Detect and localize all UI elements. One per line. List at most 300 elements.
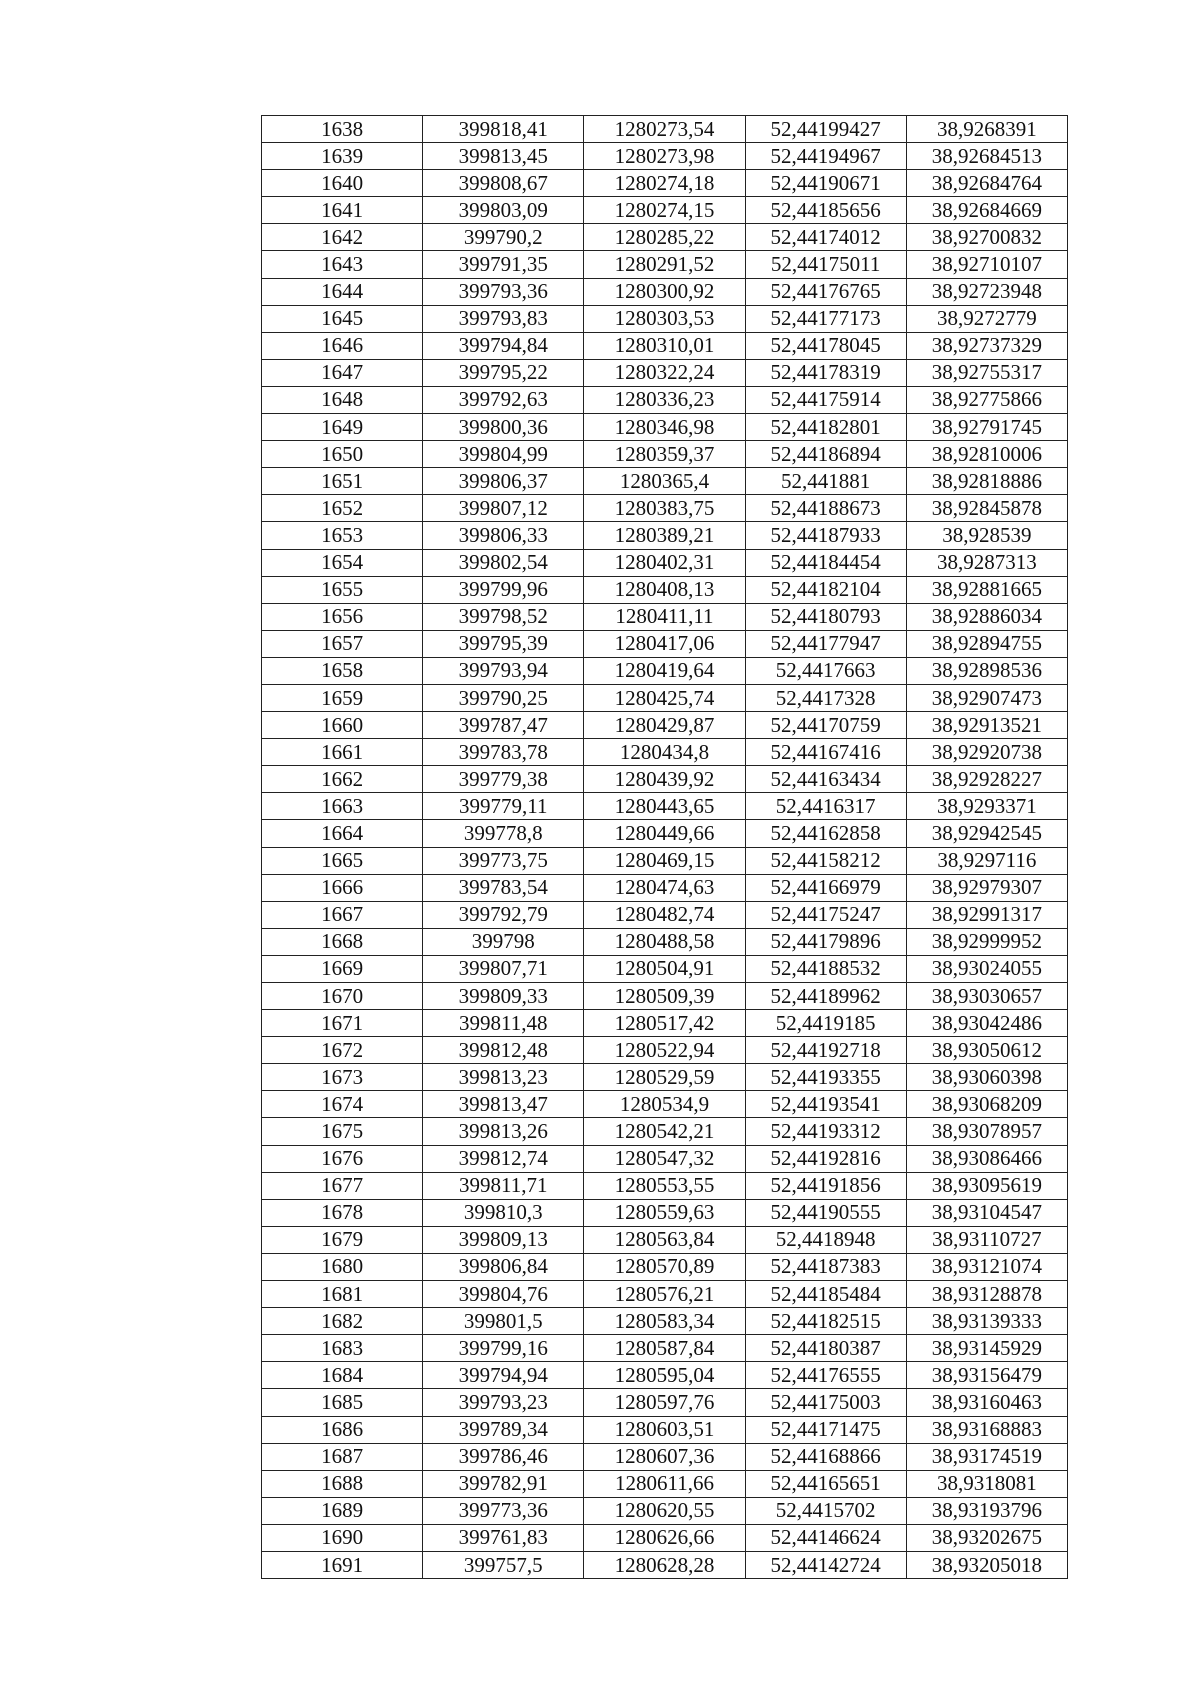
x-coordinate-cell: 399783,54: [423, 874, 584, 901]
latitude-cell: 52,44177173: [745, 305, 906, 332]
table-row: [262, 1253, 1068, 1280]
longitude-cell: 38,93110727: [906, 1226, 1067, 1253]
point-number-cell: 1638: [262, 116, 423, 143]
y-coordinate-cell: 1280509,39: [584, 983, 745, 1010]
table-row: [262, 983, 1068, 1010]
point-number-cell: 1654: [262, 549, 423, 576]
point-number-cell: 1639: [262, 143, 423, 170]
longitude-cell: 38,93202675: [906, 1524, 1067, 1551]
latitude-cell: 52,44193312: [745, 1118, 906, 1145]
longitude-cell: 38,93205018: [906, 1551, 1067, 1578]
y-coordinate-cell: 1280402,31: [584, 549, 745, 576]
table-row: [262, 928, 1068, 955]
point-number-cell: 1673: [262, 1064, 423, 1091]
point-number-cell: 1648: [262, 386, 423, 413]
table-row: [262, 1497, 1068, 1524]
x-coordinate-cell: 399779,38: [423, 766, 584, 793]
y-coordinate-cell: 1280274,18: [584, 170, 745, 197]
x-coordinate-cell: 399794,84: [423, 332, 584, 359]
longitude-cell: 38,92684513: [906, 143, 1067, 170]
latitude-cell: 52,44187933: [745, 522, 906, 549]
x-coordinate-cell: 399761,83: [423, 1524, 584, 1551]
y-coordinate-cell: 1280576,21: [584, 1281, 745, 1308]
y-coordinate-cell: 1280563,84: [584, 1226, 745, 1253]
point-number-cell: 1644: [262, 278, 423, 305]
longitude-cell: 38,93104547: [906, 1199, 1067, 1226]
table-row: [262, 847, 1068, 874]
latitude-cell: 52,44162858: [745, 820, 906, 847]
latitude-cell: 52,4417328: [745, 684, 906, 711]
latitude-cell: 52,44188673: [745, 495, 906, 522]
latitude-cell: 52,44175011: [745, 251, 906, 278]
x-coordinate-cell: 399799,16: [423, 1335, 584, 1362]
latitude-cell: 52,44186894: [745, 441, 906, 468]
table-row: [262, 522, 1068, 549]
point-number-cell: 1641: [262, 197, 423, 224]
table-row: [262, 1551, 1068, 1578]
y-coordinate-cell: 1280322,24: [584, 359, 745, 386]
point-number-cell: 1664: [262, 820, 423, 847]
y-coordinate-cell: 1280517,42: [584, 1010, 745, 1037]
y-coordinate-cell: 1280336,23: [584, 386, 745, 413]
latitude-cell: 52,44191856: [745, 1172, 906, 1199]
latitude-cell: 52,44199427: [745, 116, 906, 143]
point-number-cell: 1680: [262, 1253, 423, 1280]
table-row: [262, 224, 1068, 251]
table-row: [262, 1416, 1068, 1443]
longitude-cell: 38,92818886: [906, 468, 1067, 495]
latitude-cell: 52,4415702: [745, 1497, 906, 1524]
longitude-cell: 38,93086466: [906, 1145, 1067, 1172]
table-row: [262, 1010, 1068, 1037]
longitude-cell: 38,92845878: [906, 495, 1067, 522]
x-coordinate-cell: 399813,26: [423, 1118, 584, 1145]
longitude-cell: 38,92999952: [906, 928, 1067, 955]
y-coordinate-cell: 1280603,51: [584, 1416, 745, 1443]
longitude-cell: 38,9318081: [906, 1470, 1067, 1497]
longitude-cell: 38,93050612: [906, 1037, 1067, 1064]
point-number-cell: 1646: [262, 332, 423, 359]
longitude-cell: 38,92979307: [906, 874, 1067, 901]
table-row: [262, 251, 1068, 278]
point-number-cell: 1681: [262, 1281, 423, 1308]
point-number-cell: 1683: [262, 1335, 423, 1362]
latitude-cell: 52,44171475: [745, 1416, 906, 1443]
table-row: [262, 549, 1068, 576]
x-coordinate-cell: 399809,33: [423, 983, 584, 1010]
y-coordinate-cell: 1280547,32: [584, 1145, 745, 1172]
longitude-cell: 38,92810006: [906, 441, 1067, 468]
x-coordinate-cell: 399813,45: [423, 143, 584, 170]
point-number-cell: 1656: [262, 603, 423, 630]
y-coordinate-cell: 1280595,04: [584, 1362, 745, 1389]
y-coordinate-cell: 1280522,94: [584, 1037, 745, 1064]
y-coordinate-cell: 1280300,92: [584, 278, 745, 305]
x-coordinate-cell: 399793,36: [423, 278, 584, 305]
y-coordinate-cell: 1280303,53: [584, 305, 745, 332]
y-coordinate-cell: 1280553,55: [584, 1172, 745, 1199]
longitude-cell: 38,92737329: [906, 332, 1067, 359]
longitude-cell: 38,93168883: [906, 1416, 1067, 1443]
point-number-cell: 1672: [262, 1037, 423, 1064]
table-row: [262, 197, 1068, 224]
x-coordinate-cell: 399795,22: [423, 359, 584, 386]
point-number-cell: 1651: [262, 468, 423, 495]
latitude-cell: 52,44190555: [745, 1199, 906, 1226]
latitude-cell: 52,44182801: [745, 414, 906, 441]
x-coordinate-cell: 399799,96: [423, 576, 584, 603]
x-coordinate-cell: 399757,5: [423, 1551, 584, 1578]
latitude-cell: 52,44175003: [745, 1389, 906, 1416]
y-coordinate-cell: 1280383,75: [584, 495, 745, 522]
longitude-cell: 38,92723948: [906, 278, 1067, 305]
x-coordinate-cell: 399793,23: [423, 1389, 584, 1416]
y-coordinate-cell: 1280611,66: [584, 1470, 745, 1497]
point-number-cell: 1671: [262, 1010, 423, 1037]
x-coordinate-cell: 399792,63: [423, 386, 584, 413]
table-row: [262, 1226, 1068, 1253]
table-row: [262, 1172, 1068, 1199]
table-row: [262, 1064, 1068, 1091]
longitude-cell: 38,92898536: [906, 657, 1067, 684]
table-row: [262, 739, 1068, 766]
x-coordinate-cell: 399790,25: [423, 684, 584, 711]
table-row: [262, 278, 1068, 305]
y-coordinate-cell: 1280504,91: [584, 955, 745, 982]
point-number-cell: 1685: [262, 1389, 423, 1416]
point-number-cell: 1647: [262, 359, 423, 386]
y-coordinate-cell: 1280408,13: [584, 576, 745, 603]
x-coordinate-cell: 399809,13: [423, 1226, 584, 1253]
y-coordinate-cell: 1280570,89: [584, 1253, 745, 1280]
longitude-cell: 38,9293371: [906, 793, 1067, 820]
longitude-cell: 38,93068209: [906, 1091, 1067, 1118]
longitude-cell: 38,92710107: [906, 251, 1067, 278]
latitude-cell: 52,44168866: [745, 1443, 906, 1470]
y-coordinate-cell: 1280620,55: [584, 1497, 745, 1524]
x-coordinate-cell: 399779,11: [423, 793, 584, 820]
latitude-cell: 52,44192816: [745, 1145, 906, 1172]
table-row: [262, 712, 1068, 739]
table-row: [262, 1362, 1068, 1389]
longitude-cell: 38,93160463: [906, 1389, 1067, 1416]
longitude-cell: 38,928539: [906, 522, 1067, 549]
point-number-cell: 1657: [262, 630, 423, 657]
table-row: [262, 1091, 1068, 1118]
longitude-cell: 38,92755317: [906, 359, 1067, 386]
y-coordinate-cell: 1280542,21: [584, 1118, 745, 1145]
point-number-cell: 1660: [262, 712, 423, 739]
y-coordinate-cell: 1280425,74: [584, 684, 745, 711]
table-row: [262, 1145, 1068, 1172]
x-coordinate-cell: 399786,46: [423, 1443, 584, 1470]
x-coordinate-cell: 399813,23: [423, 1064, 584, 1091]
latitude-cell: 52,44184454: [745, 549, 906, 576]
longitude-cell: 38,9272779: [906, 305, 1067, 332]
y-coordinate-cell: 1280587,84: [584, 1335, 745, 1362]
table-row: [262, 170, 1068, 197]
latitude-cell: 52,44178319: [745, 359, 906, 386]
y-coordinate-cell: 1280365,4: [584, 468, 745, 495]
y-coordinate-cell: 1280534,9: [584, 1091, 745, 1118]
table-row: [262, 1470, 1068, 1497]
latitude-cell: 52,44185484: [745, 1281, 906, 1308]
point-number-cell: 1645: [262, 305, 423, 332]
table-row: [262, 793, 1068, 820]
table-row: [262, 603, 1068, 630]
longitude-cell: 38,9268391: [906, 116, 1067, 143]
x-coordinate-cell: 399773,75: [423, 847, 584, 874]
latitude-cell: 52,44177947: [745, 630, 906, 657]
longitude-cell: 38,92775866: [906, 386, 1067, 413]
table-row: [262, 1524, 1068, 1551]
table-row: [262, 495, 1068, 522]
table-row: [262, 874, 1068, 901]
y-coordinate-cell: 1280389,21: [584, 522, 745, 549]
y-coordinate-cell: 1280583,34: [584, 1308, 745, 1335]
x-coordinate-cell: 399806,84: [423, 1253, 584, 1280]
x-coordinate-cell: 399787,47: [423, 712, 584, 739]
table-row: [262, 1308, 1068, 1335]
coordinates-table-body: [262, 116, 1068, 1579]
table-row: [262, 1389, 1068, 1416]
point-number-cell: 1684: [262, 1362, 423, 1389]
y-coordinate-cell: 1280559,63: [584, 1199, 745, 1226]
table-row: [262, 684, 1068, 711]
longitude-cell: 38,93078957: [906, 1118, 1067, 1145]
x-coordinate-cell: 399783,78: [423, 739, 584, 766]
latitude-cell: 52,44158212: [745, 847, 906, 874]
y-coordinate-cell: 1280274,15: [584, 197, 745, 224]
table-row: [262, 1281, 1068, 1308]
longitude-cell: 38,92700832: [906, 224, 1067, 251]
point-number-cell: 1679: [262, 1226, 423, 1253]
x-coordinate-cell: 399807,12: [423, 495, 584, 522]
x-coordinate-cell: 399800,36: [423, 414, 584, 441]
longitude-cell: 38,92684764: [906, 170, 1067, 197]
latitude-cell: 52,44193355: [745, 1064, 906, 1091]
table-row: [262, 955, 1068, 982]
longitude-cell: 38,9297116: [906, 847, 1067, 874]
point-number-cell: 1674: [262, 1091, 423, 1118]
y-coordinate-cell: 1280469,15: [584, 847, 745, 874]
y-coordinate-cell: 1280411,11: [584, 603, 745, 630]
y-coordinate-cell: 1280474,63: [584, 874, 745, 901]
latitude-cell: 52,44165651: [745, 1470, 906, 1497]
x-coordinate-cell: 399794,94: [423, 1362, 584, 1389]
latitude-cell: 52,44185656: [745, 197, 906, 224]
table-row: [262, 630, 1068, 657]
table-row: [262, 116, 1068, 143]
latitude-cell: 52,44146624: [745, 1524, 906, 1551]
y-coordinate-cell: 1280449,66: [584, 820, 745, 847]
y-coordinate-cell: 1280529,59: [584, 1064, 745, 1091]
x-coordinate-cell: 399812,48: [423, 1037, 584, 1064]
x-coordinate-cell: 399773,36: [423, 1497, 584, 1524]
latitude-cell: 52,4416317: [745, 793, 906, 820]
longitude-cell: 38,93024055: [906, 955, 1067, 982]
latitude-cell: 52,44194967: [745, 143, 906, 170]
latitude-cell: 52,44180793: [745, 603, 906, 630]
y-coordinate-cell: 1280607,36: [584, 1443, 745, 1470]
latitude-cell: 52,44175914: [745, 386, 906, 413]
point-number-cell: 1649: [262, 414, 423, 441]
x-coordinate-cell: 399806,37: [423, 468, 584, 495]
y-coordinate-cell: 1280597,76: [584, 1389, 745, 1416]
table-row: [262, 1443, 1068, 1470]
point-number-cell: 1682: [262, 1308, 423, 1335]
x-coordinate-cell: 399790,2: [423, 224, 584, 251]
longitude-cell: 38,9287313: [906, 549, 1067, 576]
y-coordinate-cell: 1280482,74: [584, 901, 745, 928]
longitude-cell: 38,92881665: [906, 576, 1067, 603]
x-coordinate-cell: 399798,52: [423, 603, 584, 630]
table-row: [262, 143, 1068, 170]
y-coordinate-cell: 1280434,8: [584, 739, 745, 766]
latitude-cell: 52,44182104: [745, 576, 906, 603]
point-number-cell: 1643: [262, 251, 423, 278]
table-row: [262, 901, 1068, 928]
longitude-cell: 38,93121074: [906, 1253, 1067, 1280]
longitude-cell: 38,92894755: [906, 630, 1067, 657]
x-coordinate-cell: 399811,71: [423, 1172, 584, 1199]
x-coordinate-cell: 399810,3: [423, 1199, 584, 1226]
longitude-cell: 38,93030657: [906, 983, 1067, 1010]
longitude-cell: 38,92913521: [906, 712, 1067, 739]
table-row: [262, 1037, 1068, 1064]
longitude-cell: 38,92684669: [906, 197, 1067, 224]
longitude-cell: 38,93145929: [906, 1335, 1067, 1362]
y-coordinate-cell: 1280429,87: [584, 712, 745, 739]
table-row: [262, 305, 1068, 332]
y-coordinate-cell: 1280417,06: [584, 630, 745, 657]
x-coordinate-cell: 399793,83: [423, 305, 584, 332]
point-number-cell: 1662: [262, 766, 423, 793]
table-row: [262, 1335, 1068, 1362]
longitude-cell: 38,92907473: [906, 684, 1067, 711]
point-number-cell: 1676: [262, 1145, 423, 1172]
table-row: [262, 820, 1068, 847]
latitude-cell: 52,44178045: [745, 332, 906, 359]
table-row: [262, 359, 1068, 386]
point-number-cell: 1689: [262, 1497, 423, 1524]
point-number-cell: 1650: [262, 441, 423, 468]
latitude-cell: 52,44170759: [745, 712, 906, 739]
y-coordinate-cell: 1280346,98: [584, 414, 745, 441]
longitude-cell: 38,93139333: [906, 1308, 1067, 1335]
point-number-cell: 1659: [262, 684, 423, 711]
latitude-cell: 52,4418948: [745, 1226, 906, 1253]
point-number-cell: 1687: [262, 1443, 423, 1470]
x-coordinate-cell: 399801,5: [423, 1308, 584, 1335]
latitude-cell: 52,44142724: [745, 1551, 906, 1578]
table-row: [262, 1199, 1068, 1226]
x-coordinate-cell: 399803,09: [423, 197, 584, 224]
point-number-cell: 1677: [262, 1172, 423, 1199]
table-row: [262, 657, 1068, 684]
y-coordinate-cell: 1280285,22: [584, 224, 745, 251]
point-number-cell: 1665: [262, 847, 423, 874]
table-row: [262, 332, 1068, 359]
y-coordinate-cell: 1280488,58: [584, 928, 745, 955]
point-number-cell: 1678: [262, 1199, 423, 1226]
point-number-cell: 1655: [262, 576, 423, 603]
x-coordinate-cell: 399802,54: [423, 549, 584, 576]
point-number-cell: 1670: [262, 983, 423, 1010]
point-number-cell: 1652: [262, 495, 423, 522]
x-coordinate-cell: 399778,8: [423, 820, 584, 847]
latitude-cell: 52,44187383: [745, 1253, 906, 1280]
point-number-cell: 1661: [262, 739, 423, 766]
x-coordinate-cell: 399818,41: [423, 116, 584, 143]
x-coordinate-cell: 399813,47: [423, 1091, 584, 1118]
point-number-cell: 1658: [262, 657, 423, 684]
table-row: [262, 468, 1068, 495]
point-number-cell: 1688: [262, 1470, 423, 1497]
latitude-cell: 52,44175247: [745, 901, 906, 928]
point-number-cell: 1663: [262, 793, 423, 820]
latitude-cell: 52,44174012: [745, 224, 906, 251]
table-row: [262, 766, 1068, 793]
latitude-cell: 52,44190671: [745, 170, 906, 197]
point-number-cell: 1640: [262, 170, 423, 197]
point-number-cell: 1667: [262, 901, 423, 928]
latitude-cell: 52,44188532: [745, 955, 906, 982]
x-coordinate-cell: 399812,74: [423, 1145, 584, 1172]
table-row: [262, 1118, 1068, 1145]
latitude-cell: 52,441881: [745, 468, 906, 495]
latitude-cell: 52,44182515: [745, 1308, 906, 1335]
longitude-cell: 38,92886034: [906, 603, 1067, 630]
point-number-cell: 1691: [262, 1551, 423, 1578]
x-coordinate-cell: 399811,48: [423, 1010, 584, 1037]
latitude-cell: 52,44163434: [745, 766, 906, 793]
y-coordinate-cell: 1280419,64: [584, 657, 745, 684]
x-coordinate-cell: 399782,91: [423, 1470, 584, 1497]
latitude-cell: 52,44179896: [745, 928, 906, 955]
latitude-cell: 52,44192718: [745, 1037, 906, 1064]
latitude-cell: 52,44180387: [745, 1335, 906, 1362]
x-coordinate-cell: 399798: [423, 928, 584, 955]
y-coordinate-cell: 1280273,54: [584, 116, 745, 143]
table-row: [262, 441, 1068, 468]
y-coordinate-cell: 1280359,37: [584, 441, 745, 468]
longitude-cell: 38,93095619: [906, 1172, 1067, 1199]
latitude-cell: 52,44189962: [745, 983, 906, 1010]
x-coordinate-cell: 399806,33: [423, 522, 584, 549]
coordinates-table: [261, 115, 1068, 1579]
y-coordinate-cell: 1280273,98: [584, 143, 745, 170]
x-coordinate-cell: 399804,99: [423, 441, 584, 468]
y-coordinate-cell: 1280626,66: [584, 1524, 745, 1551]
longitude-cell: 38,93042486: [906, 1010, 1067, 1037]
longitude-cell: 38,93193796: [906, 1497, 1067, 1524]
y-coordinate-cell: 1280628,28: [584, 1551, 745, 1578]
latitude-cell: 52,4417663: [745, 657, 906, 684]
latitude-cell: 52,44176765: [745, 278, 906, 305]
point-number-cell: 1675: [262, 1118, 423, 1145]
longitude-cell: 38,93156479: [906, 1362, 1067, 1389]
point-number-cell: 1666: [262, 874, 423, 901]
longitude-cell: 38,92928227: [906, 766, 1067, 793]
x-coordinate-cell: 399791,35: [423, 251, 584, 278]
y-coordinate-cell: 1280439,92: [584, 766, 745, 793]
latitude-cell: 52,44176555: [745, 1362, 906, 1389]
longitude-cell: 38,93060398: [906, 1064, 1067, 1091]
longitude-cell: 38,92942545: [906, 820, 1067, 847]
point-number-cell: 1690: [262, 1524, 423, 1551]
x-coordinate-cell: 399807,71: [423, 955, 584, 982]
